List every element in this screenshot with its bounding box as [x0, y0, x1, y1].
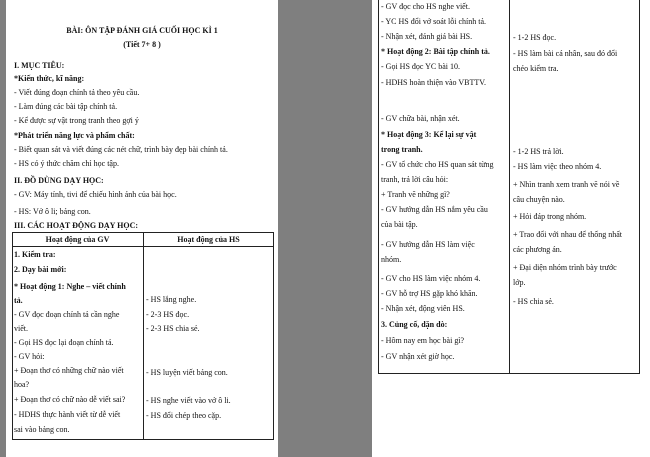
- teacher-activity: - GV đọc cho HS nghe viết.: [381, 2, 470, 11]
- student-activity: câu chuyện nào.: [513, 195, 565, 204]
- teacher-activity: hoa?: [14, 380, 30, 389]
- teacher-activity: trong tranh.: [381, 145, 423, 154]
- column-header-student: Hoạt động của HS: [177, 235, 240, 244]
- teacher-activity: - GV hướng dẫn HS làm việc: [381, 240, 475, 249]
- student-activity: - 2-3 HS chia sẻ.: [146, 324, 200, 333]
- student-activity: các phương án.: [513, 245, 562, 254]
- section-activities: III. CÁC HOẠT ĐỘNG DẠY HỌC:: [14, 221, 139, 230]
- teacher-activity: * Hoạt động 1: Nghe – viết chính: [14, 282, 126, 291]
- teacher-activity: 2. Dạy bài mới:: [14, 265, 67, 274]
- student-activity: - HS làm bài cá nhân, sau đó đổi: [513, 49, 618, 58]
- teacher-activity: - GV đọc đoạn chính tả cần nghe: [14, 310, 120, 319]
- knowledge-heading: *Kiến thức, kĩ năng:: [14, 74, 85, 83]
- teacher-activity: viết.: [14, 324, 28, 333]
- lesson-subtitle: (Tiết 7+ 8 ): [123, 40, 161, 49]
- teacher-activity: tả.: [14, 296, 23, 305]
- material-item: - HS: Vở ô li; bảng con.: [14, 207, 91, 216]
- document-page-left: [6, 0, 278, 457]
- teacher-activity: - GV hỏi:: [14, 352, 45, 361]
- table-column-divider: [143, 232, 144, 440]
- objective-item: - Kể được sự vật trong tranh theo gợi ý: [14, 116, 139, 125]
- student-activity: + Trao đổi với nhau để thống nhất: [513, 230, 622, 239]
- teacher-activity: - Nhận xét, đánh giá bài HS.: [381, 32, 473, 41]
- teacher-activity: * Hoạt động 2: Bài tập chính tả.: [381, 47, 490, 56]
- student-activity: - HS đổi chép theo cặp.: [146, 411, 222, 420]
- teacher-activity: - GV tổ chức cho HS quan sát từng: [381, 160, 494, 169]
- teacher-activity: - GV chữa bài, nhận xét.: [381, 114, 460, 123]
- section-materials: II. ĐỒ DÙNG DẠY HỌC:: [14, 176, 104, 185]
- competence-item: - HS có ý thức chăm chỉ học tập.: [14, 159, 119, 168]
- teacher-activity: nhóm.: [381, 255, 402, 264]
- student-activity: - HS chia sẻ.: [513, 297, 554, 306]
- student-activity: + Nhìn tranh xem tranh vẽ nói về: [513, 180, 620, 189]
- teacher-activity: tranh, trả lời câu hỏi:: [381, 175, 449, 184]
- teacher-activity: - Nhận xét, động viên HS.: [381, 304, 465, 313]
- teacher-activity: 3. Củng cố, dặn dò:: [381, 320, 448, 329]
- teacher-activity: - GV hỗ trợ HS gặp khó khăn.: [381, 289, 478, 298]
- student-activity: - 1-2 HS đọc.: [513, 33, 557, 42]
- column-header-teacher: Hoạt động của GV: [45, 235, 110, 244]
- student-activity: - HS luyện viết bảng con.: [146, 368, 228, 377]
- student-activity: + Đại diện nhóm trình bày trước: [513, 263, 617, 272]
- teacher-activity: - Hôm nay em học bài gì?: [381, 336, 465, 345]
- teacher-activity: của bài tập.: [381, 220, 418, 229]
- teacher-activity: * Hoạt động 3: Kể lại sự vật: [381, 130, 477, 139]
- student-activity: - HS lắng nghe.: [146, 295, 197, 304]
- student-activity: - 2-3 HS đọc.: [146, 310, 190, 319]
- teacher-activity: + Đoạn thơ có chữ nào dễ viết sai?: [14, 395, 126, 404]
- document-page-right: [372, 0, 650, 457]
- student-activity: - HS làm việc theo nhóm 4.: [513, 162, 602, 171]
- table-column-divider: [509, 0, 510, 374]
- table-header-divider: [12, 246, 274, 247]
- competence-heading: *Phát triển năng lực và phẩm chất:: [14, 131, 135, 140]
- teacher-activity: - Gọi HS đọc lại đoạn chính tả.: [14, 338, 114, 347]
- student-activity: - 1-2 HS trả lời.: [513, 147, 564, 156]
- student-activity: - HS nghe viết vào vở ô li.: [146, 396, 231, 405]
- objective-item: - Viết đúng đoạn chính tả theo yêu cầu.: [14, 88, 140, 97]
- lesson-title: BÀI: ÔN TẬP ĐÁNH GIÁ CUỐI HỌC KÌ 1: [66, 26, 218, 35]
- student-activity: lớp.: [513, 278, 526, 287]
- competence-item: - Biết quan sát và viết đúng các nét chữ, trình bày đẹp bài chính tả.: [14, 145, 228, 154]
- teacher-activity: - HDHS thực hành viết từ dễ viết: [14, 410, 121, 419]
- teacher-activity: + Tranh vẽ những gì?: [381, 190, 450, 199]
- section-objectives: I. MỤC TIÊU:: [14, 61, 65, 70]
- student-activity: chéo kiểm tra.: [513, 64, 559, 73]
- teacher-activity: sai vào bảng con.: [14, 425, 70, 434]
- student-activity: + Hỏi đáp trong nhóm.: [513, 212, 587, 221]
- material-item: - GV: Máy tính, tivi để chiếu hình ảnh của bài học.: [14, 190, 177, 199]
- teacher-activity: - HDHS hoàn thiện vào VBTTV.: [381, 78, 487, 87]
- teacher-activity: - YC HS đổi vở soát lỗi chính tả.: [381, 17, 487, 26]
- teacher-activity: - GV cho HS làm việc nhóm 4.: [381, 274, 481, 283]
- objective-item: - Làm đúng các bài tập chính tả.: [14, 102, 118, 111]
- teacher-activity: + Đoạn thơ có những chữ nào viết: [14, 366, 124, 375]
- teacher-activity: - GV hướng dẫn HS nắm yêu cầu: [381, 205, 488, 214]
- teacher-activity: - Gọi HS đọc YC bài 10.: [381, 62, 461, 71]
- teacher-activity: - GV nhận xét giờ học.: [381, 352, 455, 361]
- teacher-activity: 1. Kiểm tra:: [14, 250, 56, 259]
